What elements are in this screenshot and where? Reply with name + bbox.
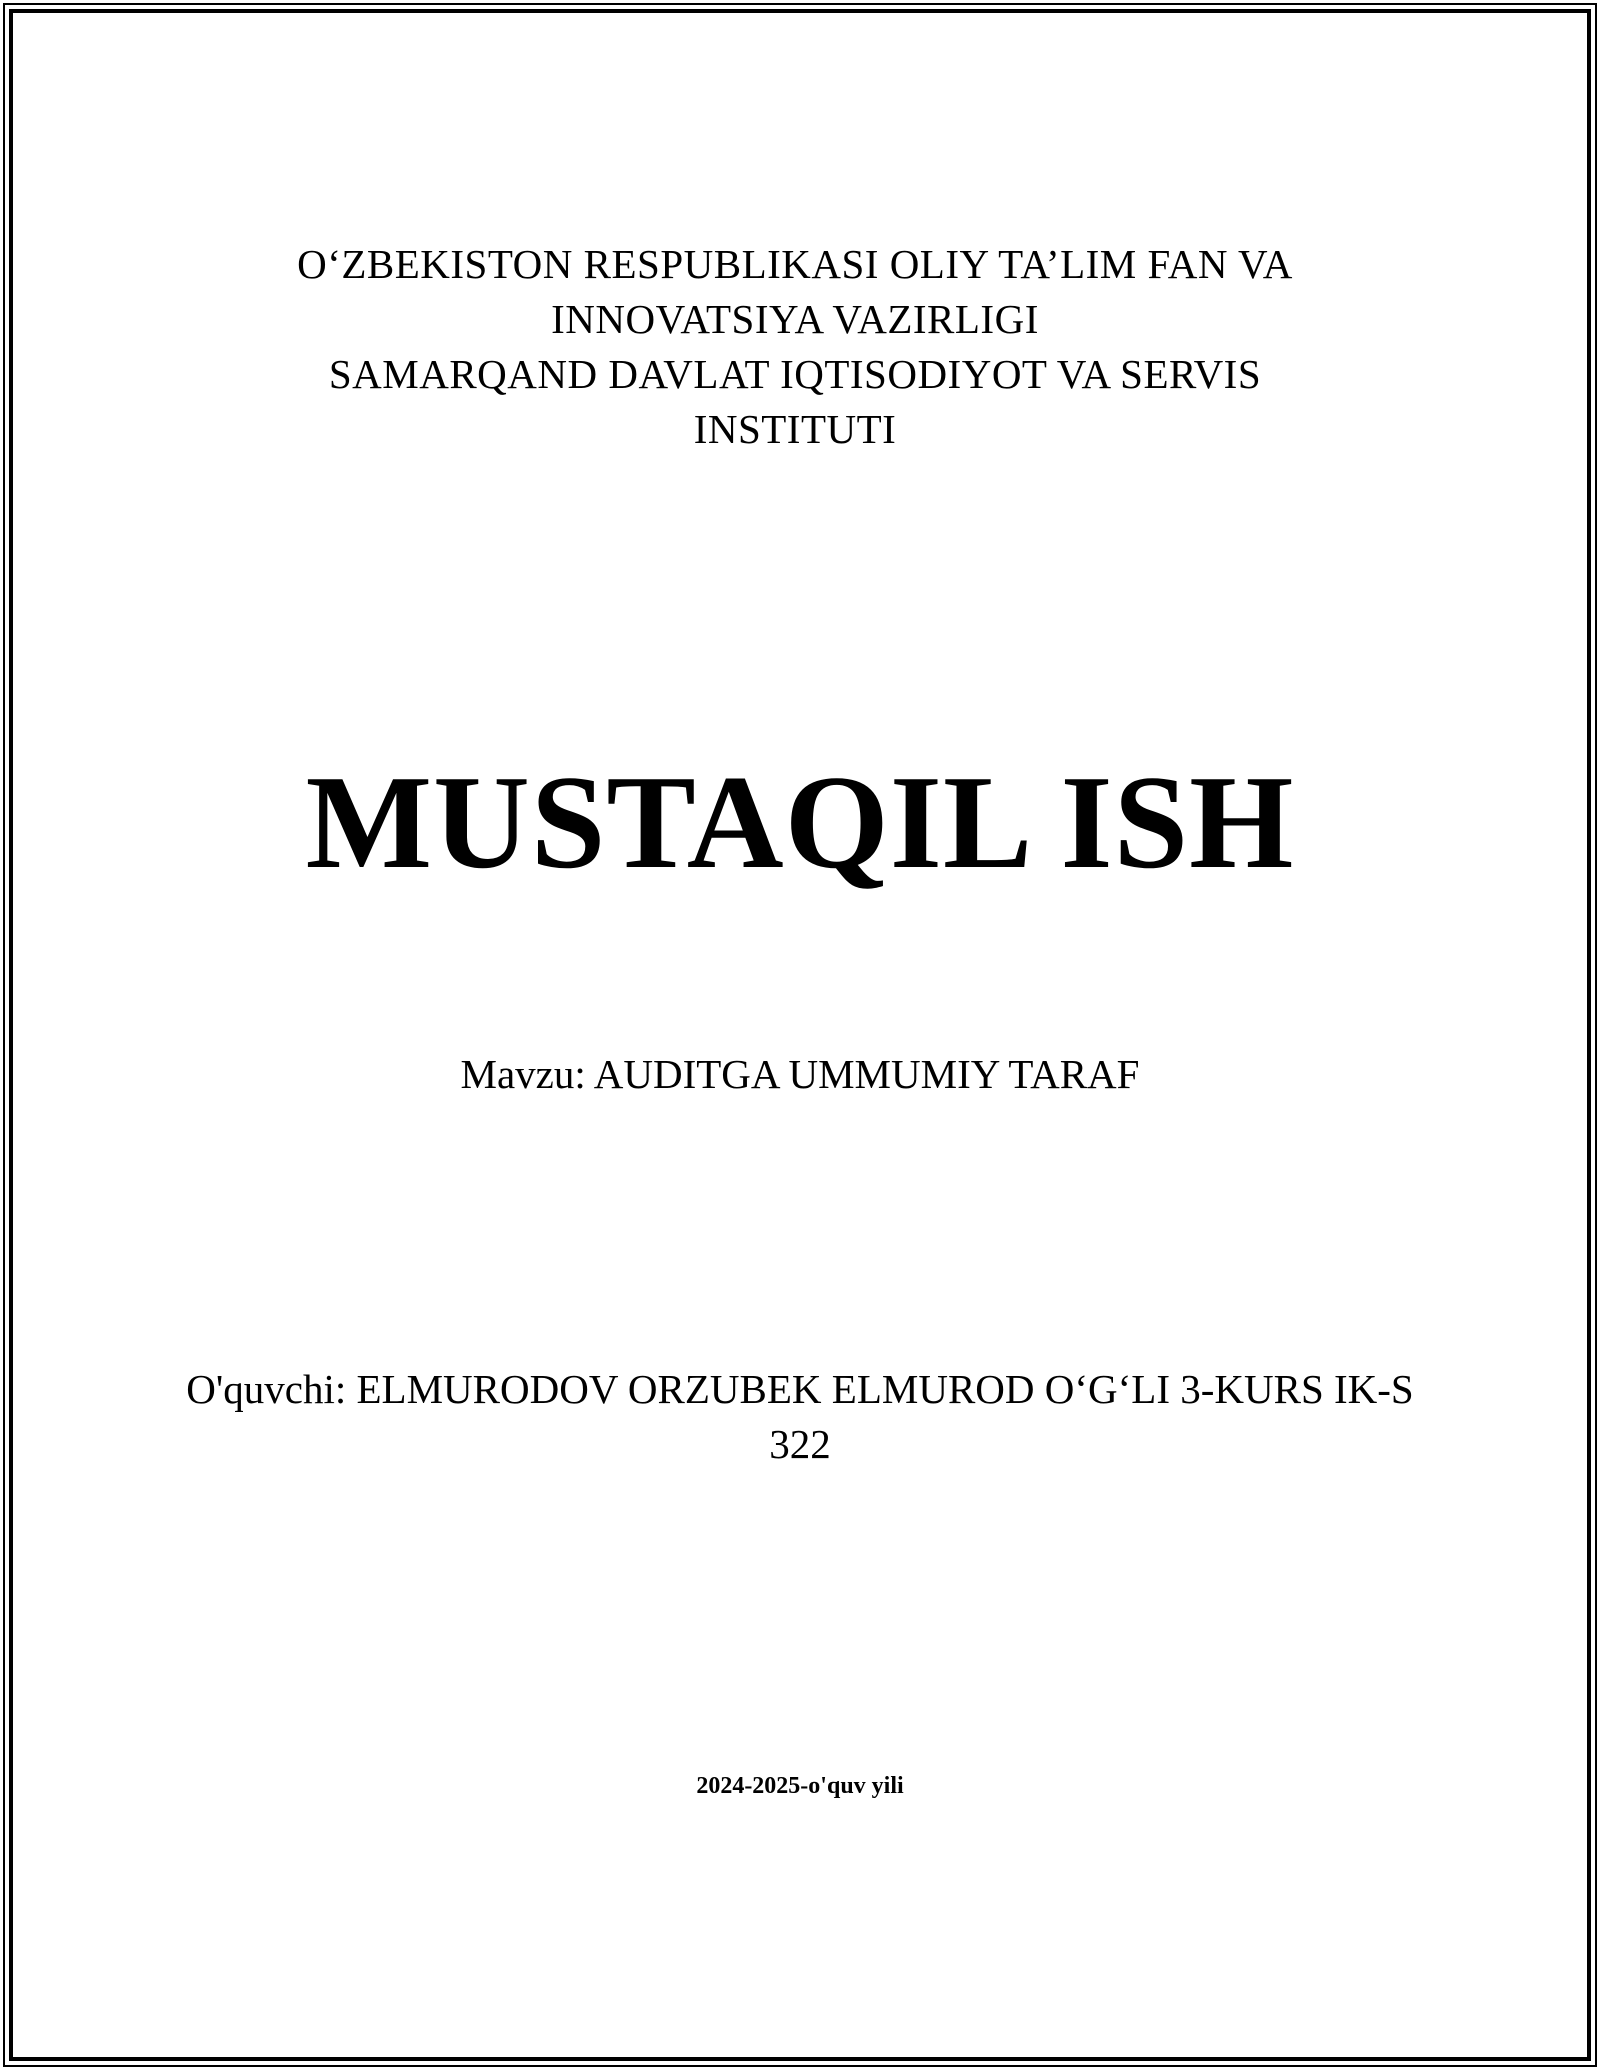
student-name-line: O'quvchi: ELMURODOV ORZUBEK ELMUROD O‘G‘LI 3-KURS IK-S <box>186 1366 1414 1412</box>
institution-line-2: INNOVATSIYA VAZIRLIGI <box>551 296 1039 342</box>
document-title: MUSTAQIL ISH <box>305 748 1295 896</box>
topic-line: Mavzu: AUDITGA UMMUMIY TARAF <box>460 1051 1140 1097</box>
institution-line-4: INSTITUTI <box>693 406 897 452</box>
institution-header <box>60 237 1530 457</box>
student-block <box>40 1362 1560 1472</box>
institution-line-1: O‘ZBEKISTON RESPUBLIKASI OLIY TA’LIM FAN VA <box>297 241 1293 287</box>
student-group-number: 322 <box>769 1421 831 1467</box>
institution-line-3: SAMARQAND DAVLAT IQTISODIYOT VA SERVIS <box>328 351 1262 397</box>
academic-year: 2024-2025-o'quv yili <box>696 1773 904 1799</box>
